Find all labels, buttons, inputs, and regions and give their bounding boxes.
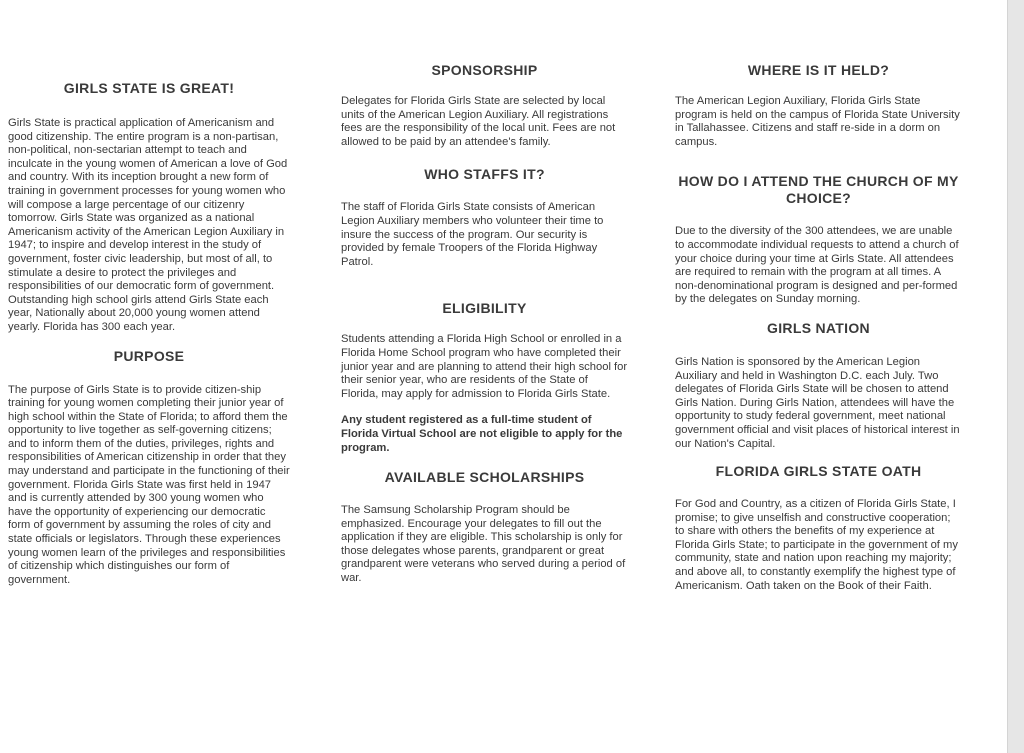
paragraph-church-of-choice: Due to the diversity of the 300 attendees, we are unable to accommodate individual requests to attend a church of your choice during your time at Girls State. All attendees are required to remain with the program at all times. A non-denominational program is designed and per-formed by the delegates on Sunday morning. [675,225,959,306]
heading-girls-nation: GIRLS NATION [767,319,870,336]
heading-church-of-choice: HOW DO I ATTEND THE CHURCH OF MY CHOICE? [678,173,959,207]
paragraph-sponsorship: Delegates for Florida Girls State are selected by local units of the American Legion Auxiliary. All registrations fees are the responsibility of the local unit. Fees are not allowed to be paid by an attendee's family. [341,95,616,148]
paragraph-where-is-it-held: The American Legion Auxiliary, Florida Girls State program is held on the campus of Florida State University in Tallahassee. Citizens and staff re-side in a dorm on campus. [675,95,960,148]
heading-sponsorship: SPONSORSHIP [431,62,538,78]
heading-available-scholarships: AVAILABLE SCHOLARSHIPS [384,469,585,486]
column-middle [341,62,628,586]
paragraph-girls-state-intro: Girls State is practical application of Americanism and good citizenship. The entire program is a non-partisan, non-political, non-sectarian attempt to teach and inculcate in the young women of American a love of God and country. With its inception brought a new form of training in government processes for young women who will compose a large percentage of our citizenry tomorrow. Girls State was organized as a national Americanism activity of the American Legion Auxiliary in 1947; to inspire and develop interest in the study of government, foster civic leadership, but most of all, to stimulate a desire to protect the privileges and responsibilities of our democratic form of government. Outstanding high school girls attend Girls State each year, Nationally about 20,000 young women attend yearly. Florida has 300 each year. [8,117,288,333]
heading-eligibility: ELIGIBILITY [442,300,527,317]
heading-purpose: PURPOSE [113,347,185,364]
paragraph-eligibility-notice: Any student registered as a full-time student of Florida Virtual School are not eligible to apply for the program. [341,414,623,454]
paragraph-eligibility: Students attending a Florida High School or enrolled in a Florida Home School program who have completed their junior year and are planning to attend their high school for their senior year, who are residents of the State of Florida, may apply for admission to Florida Girls State. [341,333,628,400]
vertical-scrollbar[interactable] [1007,0,1024,753]
heading-florida-girls-state-oath: FLORIDA GIRLS STATE OATH [715,463,922,480]
paragraph-who-staffs-it: The staff of Florida Girls State consists of American Legion Auxiliary members who volunteer their time to insure the success of the program. Our security is provided by female Troopers of the Florida Highway Patrol. [341,201,604,268]
column-left [8,80,290,587]
column-right [675,62,962,593]
paragraph-scholarships: The Samsung Scholarship Program should be emphasized. Encourage your delegates to fill out the application if they are eligible. This scholarship is only for those delegates whose parents, grandparent or great grandparent were veterans who served during a period of war. [341,504,626,585]
paragraph-girls-nation: Girls Nation is sponsored by the American Legion Auxiliary and held in Washington D.C. each July. Two delegates of Florida Girls State will be chosen to attend Girls Nation. During Girls Nation, attendees will have the opportunity to study federal government, meet national government official and visit places of historical interest in our Nation's Capital. [675,355,960,450]
heading-where-is-it-held: WHERE IS IT HELD? [747,62,890,78]
heading-who-staffs-it: WHO STAFFS IT? [424,166,545,183]
paragraph-oath: For God and Country, as a citizen of Florida Girls State, I promise; to give unselfish and constructive cooperation; to share with others the benefits of my experience at Florida Girls State; to participate in the government of my community, state and nation upon reaching my majority; and above all, to constantly exemplify the highest type of Americanism. Oath taken on the Book of their Faith. [675,498,958,592]
heading-girls-state-is-great: GIRLS STATE IS GREAT! [63,80,235,96]
paragraph-purpose: The purpose of Girls State is to provide citizen-ship training for young women completing their junior year of high school within the State of Florida; to afford them the opportunity to live together as self-governing citizens; and to inform them of the duties, privileges, rights and responsibilities of American citizenship in order that they may understand and participate in the functioning of their government. Florida Girls State was first held in 1947 and is currently attended by 300 young women who have the opportunity of experiencing our democratic form of government by assuming the roles of city and state officials or legislators. Through these experiences young women learn of the privileges and responsibilities of citizenship which distinguishes our form of government. [8,383,290,586]
